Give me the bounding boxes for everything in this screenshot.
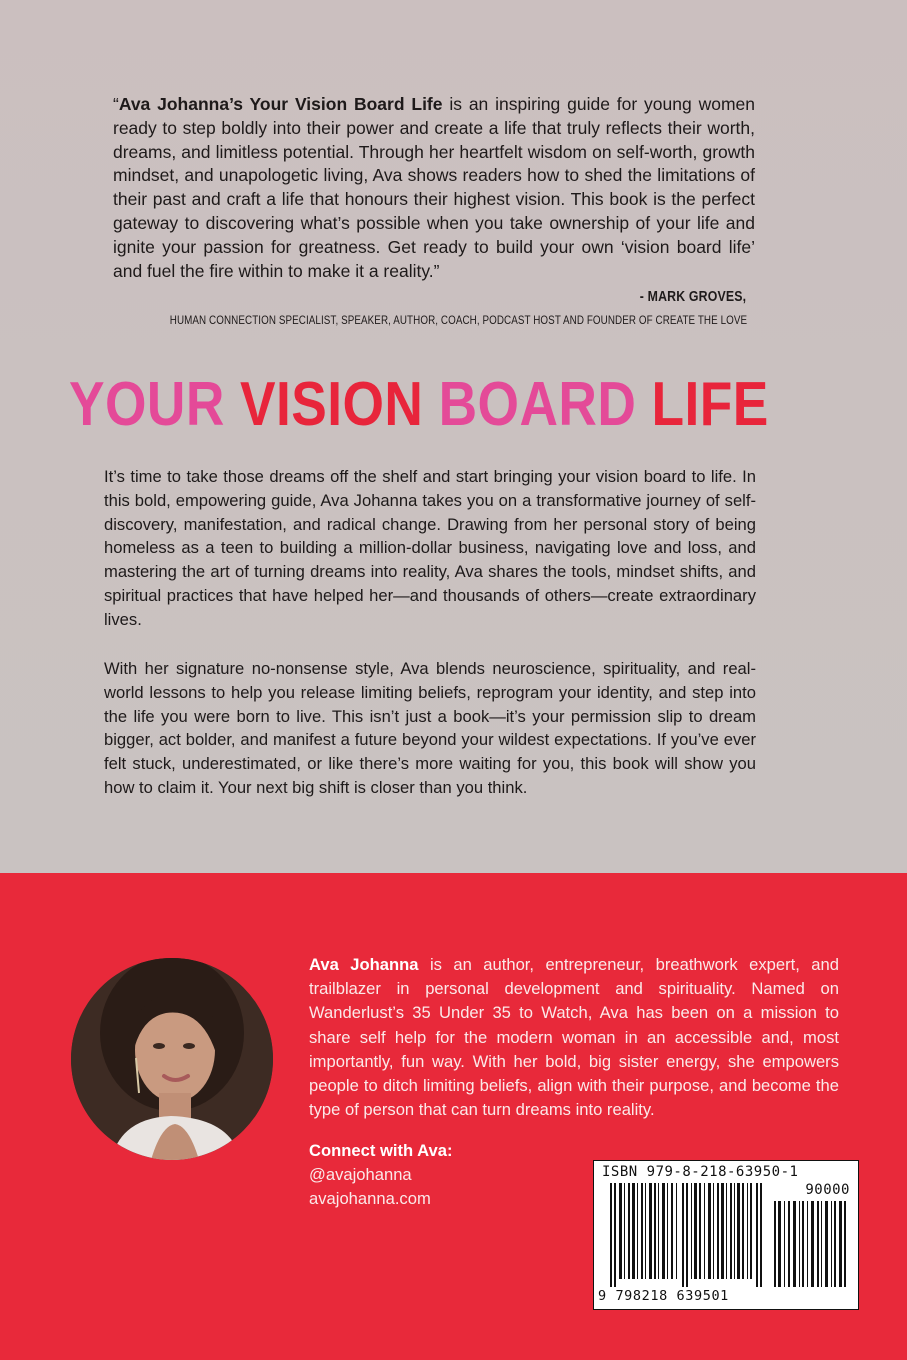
title-word-board: BOARD (438, 370, 637, 439)
barcode-digits: 9 798218 639501 (598, 1288, 729, 1304)
endorser-name: - MARK GROVES, (639, 289, 746, 305)
barcode-main-bars (610, 1183, 766, 1287)
barcode-addon-bars (774, 1201, 848, 1287)
title-word-your: YOUR (69, 370, 225, 439)
social-handle[interactable]: @avajohanna (309, 1165, 412, 1185)
barcode-addon-code: 90000 (805, 1182, 850, 1198)
author-bio (309, 953, 839, 1122)
quote-book-title: Ava Johanna’s Your Vision Board Life (118, 94, 443, 114)
book-title (69, 368, 769, 442)
endorser-title: HUMAN CONNECTION SPECIALIST, SPEAKER, AUTHOR, COACH, PODCAST HOST AND FOUNDER OF CREATE THE LOVE (169, 313, 747, 327)
connect-block (309, 1139, 453, 1212)
website-link[interactable]: avajohanna.com (309, 1189, 431, 1209)
quote-open-mark: “ (113, 94, 119, 114)
isbn-label: ISBN 979-8-218-63950-1 (602, 1164, 799, 1180)
endorsement-quote (113, 93, 755, 283)
author-bio-text: is an author, entrepreneur, breathwork expert, and trailblazer in personal development and spirituality. Named on Wanderlust’s 35 Under 35 to Watch, Ava has been on a mission to share self help for the modern woman in an accessible and, most importantly, fun way. With her bold, big sister energy, she empowers people to ditch limiting beliefs, align with their purpose, and become the type of person that can turn dreams into reality. (309, 955, 839, 1120)
quote-text: is an inspiring guide for young women ready to step boldly into their power and create a life that truly reflects their worth, dreams, and limitless potential. Through her heartfelt wisdom on self-worth, growth mindset, and unapologetic living, Ava shows readers how to shed the limitations of their past and craft a life that honours their highest vision. This book is the perfect gateway to discovering what’s possible when you take ownership of your life and ignite your passion for greatness. Get ready to build your own ‘vision board life’ and fuel the fire within to make it a reality.” (113, 94, 755, 281)
title-word-vision: VISION (240, 370, 424, 439)
description-paragraph-2: With her signature no-nonsense style, Ava blends neuroscience, spirituality, and real-world lessons to help you release limiting beliefs, reprogram your identity, and step into the life you were born to live. This isn’t just a book—it’s your permission slip to dream bigger, act bolder, and manifest a future beyond your wildest expectations. If you’ve ever felt stuck, underestimated, or like there’s more waiting for you, this book will show you how to claim it. Your next big shift is closer than you think. (104, 659, 756, 797)
description-paragraph-1: It’s time to take those dreams off the shelf and start bringing your vision board to life. In this bold, empowering guide, Ava Johanna takes you on a transformative journey of self-discovery, manifestation, and radical change. Drawing from her personal story of being homeless as a teen to building a million-dollar business, navigating love and loss, and mastering the art of turning dreams into reality, Ava shares the tools, mindset shifts, and spiritual practices that have helped her—and thousands of others—create extraordinary lives. (104, 467, 756, 629)
author-name: Ava Johanna (309, 955, 419, 974)
isbn-barcode (593, 1160, 859, 1310)
title-word-life: LIFE (651, 370, 769, 439)
connect-heading: Connect with Ava: (309, 1141, 453, 1160)
author-photo (71, 958, 273, 1160)
author-portrait-illustration (71, 958, 273, 1160)
